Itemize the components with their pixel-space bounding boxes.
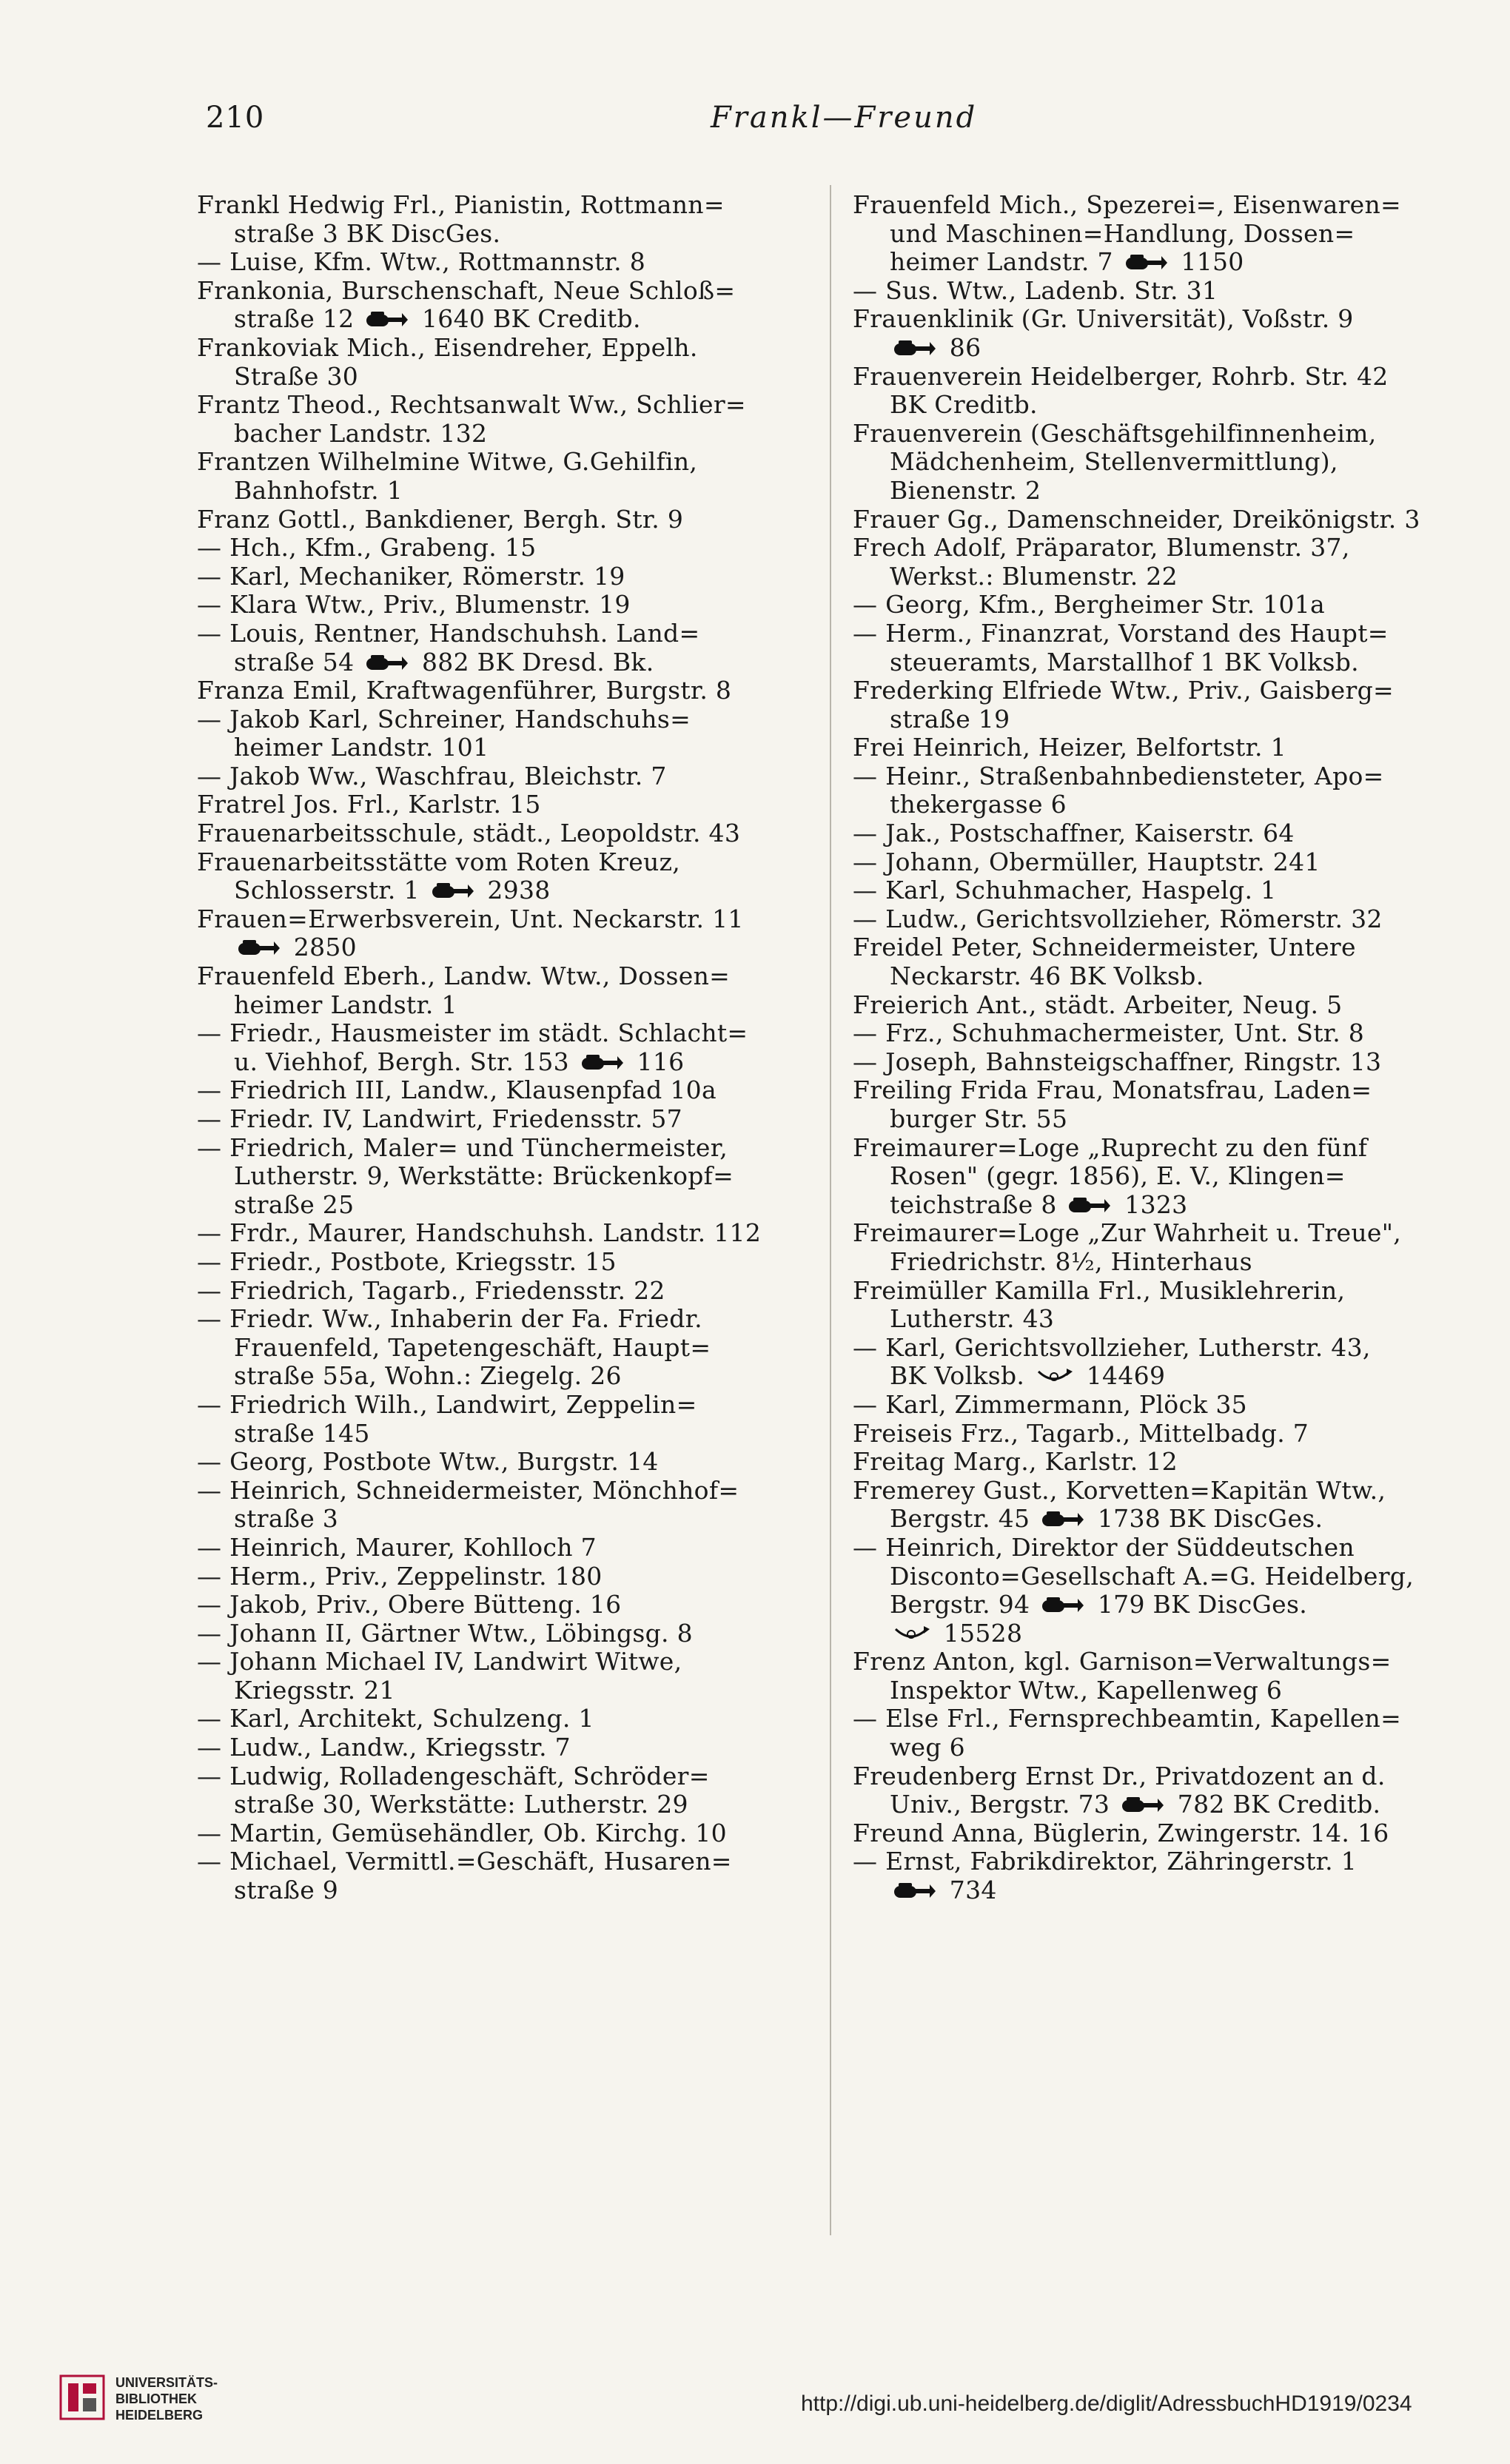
left-entry-line: — Georg, Postbote Wtw., Burgstr. 14: [197, 1447, 659, 1477]
left-column: [197, 191, 815, 1905]
library-name: [115, 2374, 218, 2423]
right-entry-line: und Maschinen=Handlung, Dossen=: [890, 218, 1355, 248]
left-entry-line: — Martin, Gemüsehändler, Ob. Kirchg. 10: [197, 1818, 727, 1847]
right-entry-line: Bergstr. 94 179 BK DiscGes.: [890, 1590, 1307, 1619]
left-entry-line: Fratrel Jos. Frl., Karlstr. 15: [197, 790, 541, 819]
right-entry-line: steueramts, Marstallhof 1 BK Volksb.: [890, 647, 1359, 677]
right-entry-line: Lutherstr. 43: [890, 1304, 1055, 1334]
left-entry-line: — Johann Michael IV, Landwirt Witwe,: [197, 1647, 682, 1676]
left-entry-line: — Jakob Karl, Schreiner, Handschuhs=: [197, 704, 691, 734]
right-entry-line: Neckarstr. 46 BK Volksb.: [890, 961, 1204, 991]
right-entry-line: Univ., Bergstr. 73 782 BK Creditb.: [890, 1790, 1381, 1819]
column-divider: [830, 185, 831, 2235]
right-entry-line: — Joseph, Bahnsteigschaffner, Ringstr. 13: [853, 1047, 1382, 1076]
left-entry-line: — Johann II, Gärtner Wtw., Löbingsg. 8: [197, 1618, 693, 1648]
library-logo[interactable]: [59, 2369, 229, 2435]
left-entry-line: Kriegsstr. 21: [234, 1675, 395, 1705]
library-name-line: UNIVERSITÄTS-: [115, 2375, 218, 2390]
right-entry-line: Frauenfeld Mich., Spezerei=, Eisenwaren=: [853, 190, 1401, 219]
right-entry-line: Freimaurer=Loge „Ruprecht zu den fünf: [853, 1132, 1368, 1162]
left-entry-line: — Michael, Vermittl.=Geschäft, Husaren=: [197, 1847, 732, 1876]
right-entry-line: Frauenverein (Geschäftsgehilfinnenheim,: [853, 418, 1377, 448]
left-entry-line: Schlosserstr. 1 2938: [234, 876, 551, 905]
left-entry-line: Straße 30: [234, 361, 359, 391]
telephone-icon: [1067, 1193, 1110, 1212]
left-entry-line: — Friedr., Hausmeister im städt. Schlacht=: [197, 1018, 748, 1048]
page-number: 210: [206, 101, 265, 135]
left-entry-line: — Ludwig, Rolladengeschäft, Schröder=: [197, 1761, 710, 1790]
left-entry-line: Franz Gottl., Bankdiener, Bergh. Str. 9: [197, 504, 684, 534]
right-entry-line: — Karl, Schuhmacher, Haspelg. 1: [853, 876, 1277, 905]
left-entry-line: — Herm., Priv., Zeppelinstr. 180: [197, 1561, 603, 1591]
left-entry-line: — Karl, Mechaniker, Römerstr. 19: [197, 561, 625, 591]
right-entry-line: — Ernst, Fabrikdirektor, Zähringerstr. 1: [853, 1847, 1357, 1876]
right-entry-line: Mädchenheim, Stellenvermittlung),: [890, 447, 1338, 477]
left-entry-line: straße 54 882 BK Dresd. Bk.: [234, 647, 654, 677]
left-entry-line: — Friedr. IV, Landwirt, Friedensstr. 57: [197, 1104, 682, 1133]
left-entry-line: straße 9: [234, 1876, 339, 1905]
left-entry-line: straße 25: [234, 1189, 355, 1219]
left-entry-line: — Friedr. Ww., Inhaberin der Fa. Friedr.: [197, 1304, 702, 1334]
right-entry-line: Rosen" (gegr. 1856), E. V., Klingen=: [890, 1161, 1346, 1191]
right-entry-line: Frederking Elfriede Wtw., Priv., Gaisberg=: [853, 676, 1394, 705]
left-entry-line: straße 12 1640 BK Creditb.: [234, 304, 641, 334]
telephone-icon: [1041, 1507, 1084, 1526]
left-entry-line: heimer Landstr. 101: [234, 733, 489, 762]
left-entry-line: — Friedrich Wilh., Landwirt, Zeppelin=: [197, 1389, 697, 1419]
right-entry-line: BK Volksb. 14469: [890, 1361, 1166, 1391]
right-entry-line: BK Creditb.: [890, 390, 1038, 420]
left-entry-line: — Klara Wtw., Priv., Blumenstr. 19: [197, 590, 631, 620]
right-entry-line: Freudenberg Ernst Dr., Privatdozent an d.: [853, 1761, 1386, 1790]
right-entry-line: Bergstr. 45 1738 BK DiscGes.: [890, 1504, 1323, 1534]
left-entry-line: straße 3 BK DiscGes.: [234, 218, 501, 248]
right-entry-line: Disconto=Gesellschaft A.=G. Heidelberg,: [890, 1561, 1415, 1591]
left-entry-line: — Friedr., Postbote, Kriegsstr. 15: [197, 1246, 617, 1276]
library-logo-icon: [59, 2374, 105, 2420]
left-entry-line: — Ludw., Landw., Kriegsstr. 7: [197, 1733, 571, 1762]
source-url[interactable]: http://digi.ub.uni-heidelberg.de/diglit/AdressbuchHD1919/0234: [801, 2391, 1412, 2416]
right-entry-line: Frei Heinrich, Heizer, Belfortstr. 1: [853, 733, 1286, 762]
right-entry-line: Frenz Anton, kgl. Garnison=Verwaltungs=: [853, 1647, 1392, 1676]
left-entry-line: — Heinrich, Maurer, Kohlloch 7: [197, 1532, 597, 1562]
left-entry-line: — Luise, Kfm. Wtw., Rottmannstr. 8: [197, 247, 646, 277]
running-head: Frankl—Freund: [711, 101, 978, 135]
right-entry-line: — Georg, Kfm., Bergheimer Str. 101a: [853, 590, 1326, 620]
right-entry-line: — Jak., Postschaffner, Kaiserstr. 64: [853, 819, 1295, 848]
telephone-icon: [1041, 1593, 1084, 1612]
right-entry-line: 15528: [853, 1619, 1472, 1648]
telephone-icon: [431, 879, 474, 898]
left-entry-line: straße 30, Werkstätte: Lutherstr. 29: [234, 1790, 688, 1819]
right-entry-line: straße 19: [890, 704, 1010, 734]
left-entry-line: Frantzen Wilhelmine Witwe, G.Gehilfin,: [197, 447, 698, 477]
right-entry-line: Inspektor Wtw., Kapellenweg 6: [890, 1675, 1283, 1705]
left-entry-line: bacher Landstr. 132: [234, 418, 488, 448]
right-entry-line: Freiling Frida Frau, Monatsfrau, Laden=: [853, 1075, 1372, 1105]
right-entry-line: teichstraße 8 1323: [890, 1189, 1188, 1219]
right-entry-line: Freimaurer=Loge „Zur Wahrheit u. Treue",: [853, 1218, 1402, 1248]
telephone-icon: [580, 1050, 623, 1070]
right-entry-line: — Karl, Gerichtsvollzieher, Lutherstr. 43,: [853, 1332, 1371, 1362]
telephone-icon: [365, 651, 408, 670]
right-entry-line: Bienenstr. 2: [890, 475, 1041, 505]
left-entry-line: Frauenarbeitsschule, städt., Leopoldstr. 43: [197, 819, 741, 848]
right-entry-line: Frech Adolf, Präparator, Blumenstr. 37,: [853, 533, 1350, 563]
left-entry-line: heimer Landstr. 1: [234, 990, 457, 1019]
library-name-line: HEIDELBERG: [115, 2408, 204, 2423]
right-entry-line: — Else Frl., Fernsprechbeamtin, Kapellen=: [853, 1704, 1402, 1733]
left-entry-line: Frauenfeld, Tapetengeschäft, Haupt=: [234, 1332, 711, 1362]
left-entry-line: straße 145: [234, 1418, 370, 1448]
right-entry-line: — Frz., Schuhmachermeister, Unt. Str. 8: [853, 1018, 1365, 1048]
right-entry-line: Frauenklinik (Gr. Universität), Voßstr. 9: [853, 304, 1354, 334]
left-entry-line: Franza Emil, Kraftwagenführer, Burgstr. 8: [197, 676, 732, 705]
telephone-icon: [1121, 1793, 1164, 1812]
left-entry-line: — Louis, Rentner, Handschuhsh. Land=: [197, 618, 700, 648]
right-column: [853, 191, 1472, 1905]
right-entry-line: Freidel Peter, Schneidermeister, Untere: [853, 933, 1356, 962]
right-entry-line: weg 6: [890, 1733, 965, 1762]
left-entry-line: — Friedrich III, Landw., Klausenpfad 10a: [197, 1075, 717, 1105]
telephone-icon: [1124, 250, 1167, 269]
library-name-line: BIBLIOTHEK: [115, 2391, 197, 2406]
left-entry-line: straße 55a, Wohn.: Ziegelg. 26: [234, 1361, 622, 1391]
left-entry-line: — Jakob Ww., Waschfrau, Bleichstr. 7: [197, 761, 667, 790]
right-entry-line: Freimüller Kamilla Frl., Musiklehrerin,: [853, 1275, 1346, 1305]
telephone-icon: [893, 336, 936, 355]
right-entry-line: Friedrichstr. 8½, Hinterhaus: [890, 1246, 1252, 1276]
right-entry-line: Frauenverein Heidelberger, Rohrb. Str. 42: [853, 361, 1389, 391]
telephone-icon: [365, 307, 408, 326]
left-entry-line: — Karl, Architekt, Schulzeng. 1: [197, 1704, 594, 1733]
left-entry-line: — Frdr., Maurer, Handschuhsh. Landstr. 112: [197, 1218, 762, 1248]
left-entry-line: — Jakob, Priv., Obere Bütteng. 16: [197, 1590, 622, 1619]
right-entry-line: thekergasse 6: [890, 790, 1067, 819]
left-entry-line: Frankonia, Burschenschaft, Neue Schloß=: [197, 275, 736, 305]
left-entry-line: — Friedrich, Maler= und Tünchermeister,: [197, 1132, 728, 1162]
left-entry-line: Frankl Hedwig Frl., Pianistin, Rottmann=: [197, 190, 725, 219]
post-horn-icon: [893, 1622, 930, 1641]
right-entry-line: burger Str. 55: [890, 1104, 1068, 1133]
right-entry-line: 86: [853, 334, 1472, 363]
telephone-icon: [237, 936, 280, 955]
right-entry-line: — Sus. Wtw., Ladenb. Str. 31: [853, 275, 1218, 305]
right-entry-line: Fremerey Gust., Korvetten=Kapitän Wtw.,: [853, 1475, 1386, 1505]
left-entry-line: 2850: [197, 933, 815, 962]
left-entry-line: Frankoviak Mich., Eisendreher, Eppelh.: [197, 332, 698, 362]
right-entry-line: heimer Landstr. 7 1150: [890, 247, 1244, 277]
left-entry-line: straße 3: [234, 1504, 339, 1534]
left-entry-line: Frauenfeld Eberh., Landw. Wtw., Dossen=: [197, 961, 731, 991]
right-entry-line: Werkst.: Blumenstr. 22: [890, 561, 1178, 591]
right-entry-line: Freitag Marg., Karlstr. 12: [853, 1447, 1178, 1477]
right-entry-line: — Heinr., Straßenbahnbediensteter, Apo=: [853, 761, 1384, 790]
left-entry-line: Frantz Theod., Rechtsanwalt Ww., Schlier=: [197, 390, 746, 420]
telephone-icon: [893, 1879, 936, 1898]
right-entry-line: 734: [853, 1876, 1472, 1905]
right-entry-line: — Ludw., Gerichtsvollzieher, Römerstr. 32: [853, 904, 1383, 933]
left-entry-line: Frauen=Erwerbsverein, Unt. Neckarstr. 11: [197, 904, 744, 933]
post-horn-icon: [1036, 1364, 1073, 1383]
left-entry-line: u. Viehhof, Bergh. Str. 153 116: [234, 1047, 685, 1076]
right-entry-line: Freund Anna, Büglerin, Zwingerstr. 14. 16: [853, 1818, 1389, 1847]
right-entry-line: — Karl, Zimmermann, Plöck 35: [853, 1389, 1247, 1419]
right-entry-line: Freierich Ant., städt. Arbeiter, Neug. 5: [853, 990, 1343, 1019]
right-entry-line: — Herm., Finanzrat, Vorstand des Haupt=: [853, 618, 1389, 648]
right-entry-line: Frauer Gg., Damenschneider, Dreikönigstr. 3: [853, 504, 1420, 534]
left-entry-line: Frauenarbeitsstätte vom Roten Kreuz,: [197, 847, 681, 876]
left-entry-line: Lutherstr. 9, Werkstätte: Brückenkopf=: [234, 1161, 734, 1191]
left-entry-line: — Heinrich, Schneidermeister, Mönchhof=: [197, 1475, 739, 1505]
right-entry-line: — Johann, Obermüller, Hauptstr. 241: [853, 847, 1321, 876]
right-entry-line: Freiseis Frz., Tagarb., Mittelbadg. 7: [853, 1418, 1309, 1448]
left-entry-line: — Friedrich, Tagarb., Friedensstr. 22: [197, 1275, 665, 1305]
left-entry-line: Bahnhofstr. 1: [234, 475, 403, 505]
left-entry-line: — Hch., Kfm., Grabeng. 15: [197, 533, 537, 563]
right-entry-line: — Heinrich, Direktor der Süddeutschen: [853, 1532, 1355, 1562]
